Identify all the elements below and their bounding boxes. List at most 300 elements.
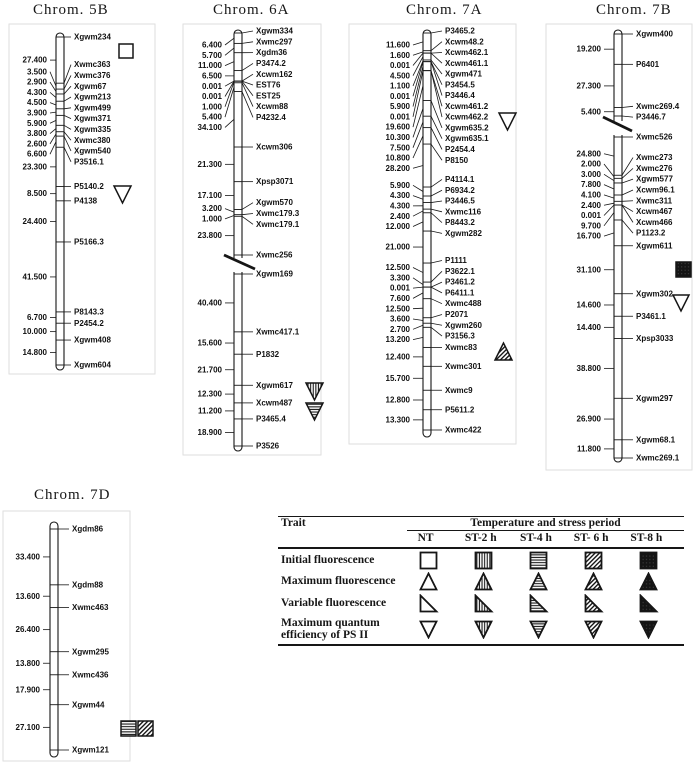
marker-label: P5166.3 [74, 237, 104, 247]
marker-connector [242, 74, 253, 81]
marker-label: P3156.3 [445, 331, 475, 341]
distance-label: 6.600 [26, 149, 47, 159]
legend-glyph-triangle-down-diag [586, 621, 602, 637]
distance-label: 9.700 [580, 221, 601, 231]
marker-label: Xwmc276 [636, 163, 673, 173]
distance-label: 27.100 [15, 722, 40, 732]
legend-glyph-triangle-up-hstripe [530, 574, 546, 590]
legend-row-triangle-right [278, 592, 684, 614]
legend-header-row [278, 517, 684, 531]
marker-label: Xwmc463 [72, 603, 109, 613]
chromosome-title: Chrom. 7D [34, 487, 111, 503]
marker-connector [622, 190, 633, 195]
distance-connector [413, 166, 423, 169]
distance-label: 38.800 [576, 363, 601, 373]
marker-label: Xcwm96.1 [636, 185, 675, 195]
marker-label: P3446.5 [445, 196, 475, 206]
legend-glyph-triangle-right-hstripe [530, 595, 546, 611]
distance-connector [50, 92, 56, 97]
marker-connector [242, 31, 253, 33]
distance-label: 2.600 [26, 139, 47, 149]
marker-label: P8150 [445, 155, 469, 165]
distance-connector [225, 48, 234, 55]
legend-row-square [278, 549, 684, 571]
chromosome-5B-group [9, 2, 155, 374]
distance-connector [413, 108, 423, 137]
distance-connector [50, 112, 56, 113]
distance-label: 21.300 [197, 159, 222, 169]
marker-connector [431, 323, 442, 325]
marker-label: P3446.4 [445, 91, 475, 101]
distance-connector [225, 38, 234, 45]
distance-label: 4.500 [26, 98, 47, 108]
marker-label: Xwmc422 [445, 425, 482, 435]
marker-label: P3526 [256, 441, 280, 451]
distance-label: 6.400 [201, 40, 222, 50]
marker-connector [622, 201, 633, 202]
distance-label: 4.300 [26, 87, 47, 97]
legend-glyph-cell [511, 572, 566, 591]
distance-label: 2.900 [26, 77, 47, 87]
distance-label: 12.300 [197, 389, 222, 399]
legend-glyph-triangle-down-open [420, 621, 436, 637]
legend-glyph-cell [511, 594, 566, 613]
marker-connector [242, 213, 253, 214]
symbol-square-hstripe [121, 721, 136, 736]
marker-connector [242, 42, 253, 44]
distance-label: 1.000 [201, 102, 222, 112]
marker-label: P3465.4 [256, 414, 286, 424]
distance-connector [413, 42, 423, 45]
distance-label: 19.200 [576, 44, 601, 54]
marker-label: Xgwm408 [74, 335, 111, 345]
marker-connector [431, 271, 442, 282]
marker-connector [431, 314, 442, 317]
marker-connector [431, 299, 442, 304]
distance-label: 12.400 [385, 352, 410, 362]
marker-label: Xgwm540 [74, 146, 111, 156]
marker-label: Xgwm44 [72, 700, 105, 710]
distance-label: 11.200 [197, 406, 222, 416]
marker-label: Xgwm635.1 [445, 134, 489, 144]
legend-header-spacer [278, 531, 398, 547]
distance-label: 19.600 [385, 122, 410, 132]
symbol-square-diag [138, 721, 153, 736]
distance-connector [413, 325, 423, 329]
distance-connector [413, 278, 423, 285]
marker-label: P3516.1 [74, 157, 104, 167]
distance-label: 13.800 [15, 658, 40, 668]
distance-label: 10.300 [385, 132, 410, 142]
marker-connector [431, 287, 442, 293]
marker-label: P6401 [636, 59, 660, 69]
distance-label: 5.700 [201, 50, 222, 60]
distance-label: 3.300 [389, 273, 410, 283]
distance-label: 11.800 [576, 444, 601, 454]
chromosome-cap [50, 753, 58, 757]
legend-row-triangle-up [278, 571, 684, 592]
marker-label: Xcwm467 [636, 207, 673, 217]
marker-label: EST25 [256, 91, 281, 101]
chromosome-cap [56, 33, 64, 37]
legend-row-label: Maximum fluorescence [281, 575, 396, 588]
marker-connector [622, 116, 633, 117]
distance-label: 21.700 [197, 365, 222, 375]
distance-label: 0.001 [389, 283, 410, 293]
marker-label: P8143.3 [74, 307, 104, 317]
legend-column-header: ST-4 h [520, 532, 552, 544]
marker-label: P4114.1 [445, 174, 475, 184]
marker-label: Xgwm67 [74, 81, 107, 91]
marker-label: Xcwm162 [256, 69, 293, 79]
marker-label: Xgwm68.1 [636, 435, 676, 445]
marker-label: Xwmc269.4 [636, 101, 680, 111]
distance-label: 27.300 [576, 81, 601, 91]
marker-connector [64, 97, 71, 101]
legend-row-label: Initial fluorescence [281, 553, 375, 566]
marker-label: Xcwm466 [636, 217, 673, 227]
legend-glyph-cell [567, 551, 622, 570]
legend-glyph-square-diag [586, 552, 602, 568]
legend-glyph-cell [511, 620, 566, 639]
marker-label: Xgdm88 [72, 580, 104, 590]
distance-label: 13.600 [15, 591, 40, 601]
chromosome-cap [234, 447, 242, 451]
legend-glyph-cell [401, 620, 456, 639]
marker-label: Xwmc9 [445, 385, 473, 395]
legend-table [278, 516, 684, 646]
distance-label: 23.300 [22, 162, 47, 172]
distance-connector [225, 209, 234, 212]
marker-connector [242, 203, 253, 210]
distance-label: 4.300 [389, 201, 410, 211]
symbol-triangle-down-hstripe [306, 403, 323, 420]
distance-label: 2.000 [580, 159, 601, 169]
legend-row-triangle-down [278, 614, 684, 644]
legend-glyph-triangle-right-vstripe [475, 595, 491, 611]
marker-label: P6411.1 [445, 288, 475, 298]
chromosome-title: Chrom. 6A [213, 2, 290, 18]
legend-row-label: Variable fluorescence [281, 596, 387, 609]
marker-connector [431, 116, 442, 138]
legend-glyph-cell [456, 572, 511, 591]
distance-connector [413, 222, 423, 227]
marker-connector [431, 52, 442, 53]
legend-glyph-cell [622, 572, 677, 591]
marker-label: P2454.2 [74, 318, 104, 328]
distance-label: 17.900 [15, 685, 40, 695]
distance-label: 23.800 [197, 231, 222, 241]
marker-label: Xgwm121 [72, 745, 109, 755]
marker-connector [64, 108, 71, 109]
distance-label: 6.700 [26, 313, 47, 323]
marker-label: Xgwm334 [256, 26, 293, 36]
distance-label: 3.600 [389, 314, 410, 324]
legend-glyph-cell [567, 620, 622, 639]
marker-label: Xgwm169 [256, 269, 293, 279]
marker-connector [431, 282, 442, 287]
distance-connector [225, 215, 234, 218]
distance-connector [413, 185, 423, 191]
marker-connector [64, 65, 71, 84]
distance-label: 5.400 [580, 107, 601, 117]
marker-connector [622, 158, 633, 176]
legend-glyph-triangle-up-solid [641, 574, 657, 590]
distance-label: 17.100 [197, 191, 222, 201]
distance-label: 4.100 [580, 190, 601, 200]
distance-label: 0.001 [201, 92, 222, 102]
distance-connector [413, 308, 423, 309]
marker-label: Xgwm577 [636, 174, 673, 184]
legend-glyph-square-vstripe [475, 552, 491, 568]
marker-label: EST76 [256, 80, 281, 90]
marker-label: Xwmc311 [636, 196, 673, 206]
symbol-triangle-down-open [114, 186, 131, 203]
distance-label: 31.100 [576, 265, 601, 275]
distance-label: 40.400 [197, 298, 222, 308]
legend-glyph-cell [456, 551, 511, 570]
distance-label: 3.500 [26, 67, 47, 77]
distance-label: 5.400 [201, 112, 222, 122]
marker-connector [431, 213, 442, 223]
marker-connector [431, 209, 442, 212]
distance-label: 28.200 [385, 163, 410, 173]
distance-label: 6.500 [201, 71, 222, 81]
marker-connector [431, 100, 442, 127]
marker-connector [431, 42, 442, 51]
distance-connector [413, 287, 423, 288]
legend-glyph-cell [401, 594, 456, 613]
legend-glyph-cell [401, 572, 456, 591]
legend-glyph-cell [456, 594, 511, 613]
distance-connector [50, 129, 56, 134]
marker-label: Xgwm213 [74, 92, 111, 102]
distance-label: 11.000 [197, 61, 222, 71]
distance-connector [225, 119, 234, 127]
legend-glyph-cell [622, 551, 677, 570]
distance-label: 5.900 [26, 118, 47, 128]
distance-label: 14.600 [576, 300, 601, 310]
distance-connector [413, 196, 423, 200]
distance-connector [604, 203, 614, 205]
distance-label: 3.800 [26, 129, 47, 139]
marker-label: Xgwm302 [636, 289, 673, 299]
marker-label: P3454.5 [445, 80, 475, 90]
marker-label: Xwmc256 [256, 250, 293, 260]
distance-label: 15.700 [385, 373, 410, 383]
marker-label: Xcwm306 [256, 142, 293, 152]
marker-connector [64, 125, 71, 129]
marker-label: Xgwm617 [256, 380, 293, 390]
marker-label: Xgwm635.2 [445, 123, 489, 133]
marker-label: P3622.1 [445, 266, 475, 276]
distance-label: 12.000 [385, 222, 410, 232]
marker-connector [431, 190, 442, 196]
marker-label: Xwmc179.1 [256, 219, 300, 229]
marker-connector [431, 260, 442, 263]
legend-row-label: Maximum quantum efficiency of PS II [281, 616, 380, 641]
marker-connector [64, 115, 71, 118]
marker-label: Xwmc116 [445, 207, 482, 217]
legend-glyph-triangle-right-open [420, 595, 436, 611]
legend-glyph-cell [511, 551, 566, 570]
distance-label: 13.300 [385, 415, 410, 425]
marker-connector [622, 220, 633, 233]
marker-label: Xwmc363 [74, 60, 111, 70]
distance-label: 13.200 [385, 335, 410, 345]
distance-label: 4.500 [389, 71, 410, 81]
legend-column-header-row [278, 531, 684, 549]
distance-label: 3.900 [26, 108, 47, 118]
chromosome-cap [614, 458, 622, 462]
distance-label: 4.300 [389, 191, 410, 201]
distance-connector [604, 233, 614, 236]
symbol-square-open [119, 44, 133, 58]
legend-rows [278, 549, 684, 644]
marker-label: Xgwm335 [74, 124, 111, 134]
distance-label: 3.000 [580, 169, 601, 179]
marker-label: P5611.2 [445, 405, 475, 415]
distance-connector [604, 195, 614, 198]
distance-connector [604, 185, 614, 189]
chromosome-7D-group [3, 487, 153, 761]
marker-label: Xgwm371 [74, 114, 111, 124]
distance-label: 24.400 [22, 216, 47, 226]
marker-label: Xwmc301 [445, 361, 482, 371]
chromosome-cap [50, 522, 58, 526]
legend-glyph-cell [567, 572, 622, 591]
distance-label: 2.400 [580, 200, 601, 210]
legend-glyph-triangle-up-diag [586, 574, 602, 590]
legend-column-header: ST-2 h [464, 532, 497, 544]
distance-label: 0.001 [389, 61, 410, 71]
marker-label: P6934.2 [445, 185, 475, 195]
chromosome-break-slash [603, 117, 632, 131]
marker-label: Xgwm297 [636, 393, 673, 403]
distance-label: 26.400 [15, 625, 40, 635]
symbol-square-solid [676, 262, 691, 277]
marker-label: Xwmc376 [74, 70, 111, 80]
marker-connector [431, 231, 442, 233]
marker-label: Xwmc297 [256, 37, 293, 47]
distance-label: 3.200 [201, 204, 222, 214]
marker-label: Xgwm295 [72, 647, 109, 657]
marker-label: Xpsp3071 [256, 177, 294, 187]
marker-label: P8443.2 [445, 218, 475, 228]
distance-label: 7.800 [580, 180, 601, 190]
legend-glyph-square-open [420, 552, 436, 568]
marker-connector [622, 179, 633, 183]
distance-connector [50, 134, 56, 144]
legend-glyph-cell [622, 594, 677, 613]
distance-label: 24.800 [576, 149, 601, 159]
marker-label: Xcwm48.2 [445, 37, 484, 47]
marker-label: Xwmc417.1 [256, 327, 300, 337]
marker-label: P3474.2 [256, 58, 286, 68]
marker-label: Xgwm570 [256, 198, 293, 208]
marker-connector [242, 216, 253, 224]
distance-label: 18.900 [197, 428, 222, 438]
marker-connector [431, 31, 442, 33]
distance-connector [50, 142, 56, 155]
marker-label: Xpsp3033 [636, 334, 674, 344]
marker-label: Xwmc269.1 [636, 453, 680, 463]
marker-connector [431, 62, 442, 85]
marker-label: P3446.7 [636, 112, 666, 122]
chromosome-7B-group [546, 2, 692, 470]
symbol-triangle-down-open [673, 295, 689, 311]
marker-label: P4138 [74, 196, 98, 206]
distance-connector [413, 122, 423, 148]
distance-label: 1.100 [389, 81, 410, 91]
distance-label: 2.400 [389, 211, 410, 221]
distance-label: 15.600 [197, 338, 222, 348]
marker-label: P2454.4 [445, 145, 475, 155]
panel-frame [349, 24, 516, 444]
distance-connector [604, 154, 614, 156]
distance-label: 8.500 [26, 189, 47, 199]
chromosome-cap [423, 433, 431, 437]
distance-connector [413, 337, 423, 339]
distance-connector [413, 211, 423, 216]
marker-label: Xwmc179.3 [256, 209, 300, 219]
marker-label: Xgwm282 [445, 228, 482, 238]
legend-column-header: ST-8 h [630, 532, 663, 544]
legend-glyph-triangle-down-hstripe [530, 621, 546, 637]
distance-label: 12.500 [385, 263, 410, 273]
marker-connector [242, 63, 253, 70]
distance-label: 10.800 [385, 153, 410, 163]
symbol-triangle-up-diag [495, 343, 512, 360]
distance-label: 27.400 [22, 55, 47, 65]
marker-label: Xgwm234 [74, 32, 111, 42]
distance-label: 1.600 [389, 50, 410, 60]
marker-label: Xcwm462.1 [445, 48, 489, 58]
distance-connector [413, 136, 423, 158]
legend-glyph-cell [622, 620, 677, 639]
distance-connector [413, 268, 423, 273]
marker-label: Xgwm260 [445, 320, 482, 330]
marker-label: Xcwm461.2 [445, 101, 489, 111]
marker-label: Xgwm499 [74, 103, 111, 113]
distance-label: 33.400 [15, 552, 40, 562]
legend-group-header: Temperature and stress period [407, 517, 684, 531]
marker-label: Xwmc380 [74, 135, 111, 145]
legend-glyph-square-hstripe [530, 552, 546, 568]
distance-label: 34.100 [197, 122, 222, 132]
marker-label: Xwmc488 [445, 299, 482, 309]
marker-label: P2071 [445, 310, 469, 320]
distance-connector [50, 120, 56, 123]
distance-label: 7.600 [389, 293, 410, 303]
chromosome-6A-group [183, 2, 323, 455]
distance-label: 0.001 [389, 112, 410, 122]
legend-glyph-cell [401, 551, 456, 570]
distance-label: 12.500 [385, 304, 410, 314]
marker-label: Xcwm487 [256, 398, 293, 408]
marker-label: P3461.2 [445, 277, 475, 287]
distance-label: 14.400 [576, 322, 601, 332]
distance-label: 41.500 [22, 272, 47, 282]
legend-trait-header: Trait [281, 517, 306, 529]
legend-glyph-triangle-down-solid [641, 621, 657, 637]
distance-label: 26.900 [576, 414, 601, 424]
distance-label: 21.000 [385, 242, 410, 252]
marker-label: P3461.1 [636, 311, 666, 321]
marker-label: P1832 [256, 349, 280, 359]
legend-glyph-triangle-up-vstripe [475, 574, 491, 590]
distance-connector [413, 319, 423, 320]
